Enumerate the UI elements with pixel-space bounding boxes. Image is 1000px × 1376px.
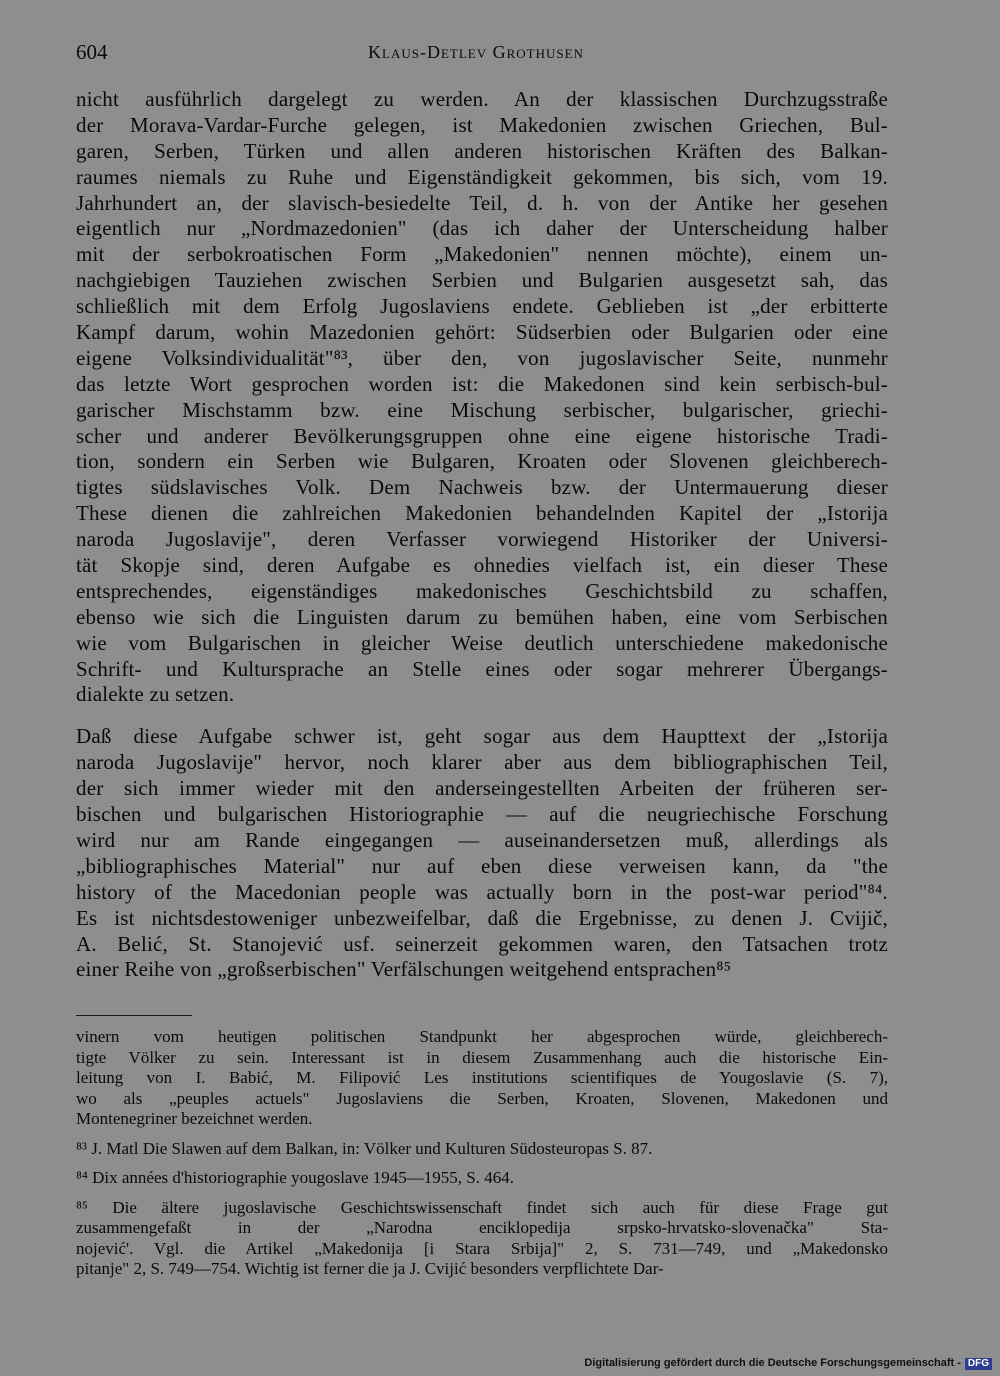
footnote-line: zusammengefaßt in der „Narodna enciklopedija srpsko-hrvatsko-slovenačka" Sta- bbox=[76, 1218, 888, 1237]
paragraph bbox=[76, 724, 888, 983]
text-line: „bibliographisches Material" nur auf eben diese verweisen kann, da "the bbox=[76, 853, 888, 878]
text-line: nicht ausführlich dargelegt zu werden. An der klassischen Durchzugsstraße bbox=[76, 87, 888, 111]
text-line: wird nur am Rande eingegangen — auseinandersetzen muß, allerdings als bbox=[76, 827, 888, 852]
text-line: Jahrhundert an, der slavisch-besiedelte Teil, d. h. von der Antike her gesehen bbox=[76, 190, 888, 215]
text-line: A. Belić, St. Stanojević usf. seinerzeit gekommen waren, den Tatsachen trotz bbox=[76, 931, 888, 956]
text-line: ebenso wie sich die Linguisten darum zu bemühen haben, eine vom Serbischen bbox=[76, 604, 888, 629]
text-line: naroda Jugoslavije", deren Verfasser vorwiegend Historiker der Universi- bbox=[76, 527, 888, 552]
text-line: der Morava-Vardar-Furche gelegen, ist Makedonien zwischen Griechen, Bul- bbox=[76, 112, 888, 137]
text-line: garischer Mischstamm bzw. eine Mischung serbischer, bulgarischer, griechi- bbox=[76, 397, 888, 422]
text-line: tät Skopje sind, deren Aufgabe es ohnedies vielfach ist, ein dieser These bbox=[76, 553, 888, 578]
text-line: These dienen die zahlreichen Makedonien behandelnden Kapitel der „Istorija bbox=[76, 501, 888, 526]
text-line: der sich immer wieder mit den anderseingestellten Arbeiten der früheren ser- bbox=[76, 776, 888, 801]
text-line: scher und anderer Bevölkerungsgruppen ohne eine eigene historische Tradi- bbox=[76, 423, 888, 448]
footnote-85 bbox=[76, 1198, 888, 1280]
text-line: garen, Serben, Türken und allen anderen historischen Kräften des Balkan- bbox=[76, 138, 888, 163]
text-line: mit der serbokroatischen Form „Makedonien" nennen möchte), einem un- bbox=[76, 242, 888, 267]
credit-text: Digitalisierung gefördert durch die Deutsche Forschungsgemeinschaft - bbox=[584, 1357, 961, 1369]
paragraph bbox=[76, 87, 888, 708]
footnote-line: ⁸⁵ Die ältere jugoslavische Geschichtswissenschaft findet sich auch für diese Frage gut bbox=[76, 1197, 888, 1217]
digitization-credit bbox=[584, 1357, 992, 1370]
page-number: 604 bbox=[76, 40, 108, 64]
text-line: tion, sondern ein Serben wie Bulgaren, Kroaten oder Slovenen gleichberech- bbox=[76, 449, 888, 474]
footnotes bbox=[76, 1027, 888, 1289]
footnote-line: Montenegriner bezeichnet werden. bbox=[76, 1109, 313, 1128]
text-line: history of the Macedonian people was actually born in the post-war period"⁸⁴. bbox=[76, 879, 888, 904]
text-line: Schrift- und Kultursprache an Stelle eines oder sogar mehrerer Übergangs- bbox=[76, 656, 888, 681]
body-text bbox=[76, 87, 888, 999]
text-line: nachgiebigen Tauziehen zwischen Serbien und Bulgarien ausgesetzt sah, das bbox=[76, 268, 888, 293]
text-line: wie vom Bulgarischen in gleicher Weise deutlich unterschiedene makedonische bbox=[76, 630, 888, 655]
text-line: dialekte zu setzen. bbox=[76, 682, 235, 707]
text-line: raumes niemals zu Ruhe und Eigenständigkeit gekommen, bis sich, vom 19. bbox=[76, 164, 888, 189]
text-line: tigtes südslavisches Volk. Dem Nachweis bzw. der Untermauerung dieser bbox=[76, 475, 888, 500]
footnote-83 bbox=[76, 1139, 888, 1160]
footnote-rule bbox=[76, 1015, 192, 1016]
footnote-line: vinern vom heutigen politischen Standpunkt her abgesprochen würde, gleichberech- bbox=[76, 1027, 888, 1046]
running-head: Klaus-Detlev Grothusen bbox=[368, 42, 584, 62]
text-line: das letzte Wort gesprochen worden ist: die Makedonen sind kein serbisch-bul- bbox=[76, 371, 888, 396]
text-line: Es ist nichtsdestoweniger unbezweifelbar, daß die Ergebnisse, zu denen J. Cvijič, bbox=[76, 905, 888, 930]
text-line: einer Reihe von „großserbischen" Verfälschungen weitgehend entsprachen⁸⁵ bbox=[76, 957, 732, 982]
text-line: Daß diese Aufgabe schwer ist, geht sogar aus dem Haupttext der „Istorija bbox=[76, 724, 888, 749]
text-line: entsprechendes, eigenständiges makedonisches Geschichtsbild zu schaffen, bbox=[76, 578, 888, 603]
page-header bbox=[76, 40, 888, 70]
footnote-84 bbox=[76, 1168, 888, 1189]
footnote-line: leitung von I. Babić, M. Filipović Les institutions scientifiques de Yougoslavie (S. 7), bbox=[76, 1068, 888, 1087]
text-line: Kampf darum, wohin Mazedonien gehört: Südserbien oder Bulgarien oder eine bbox=[76, 320, 888, 345]
footnote-line: ⁸³ J. Matl Die Slawen auf dem Balkan, in: Völker und Kulturen Südosteuropas S. 87. bbox=[76, 1138, 653, 1158]
footnote-line: pitanje" 2, S. 749—754. Wichtig ist ferner die ja J. Cvijić besonders verpflichtete Dar- bbox=[76, 1259, 664, 1278]
footnote-line: tigte Völker zu sein. Interessant ist in diesem Zusammenhang auch die historische Ein- bbox=[76, 1047, 888, 1067]
footnote-line: nojević'. Vgl. die Artikel „Makedonija [i Stara Srbija]" 2, S. 731—749, und „Makedonsko bbox=[76, 1238, 888, 1258]
text-line: schließlich mit dem Erfolg Jugoslaviens endete. Geblieben ist „der erbitterte bbox=[76, 294, 888, 319]
text-line: naroda Jugoslavije" hervor, noch klarer aber aus dem bibliographischen Teil, bbox=[76, 750, 888, 775]
text-line: bischen und bulgarischen Historiographie — auf die neugriechische Forschung bbox=[76, 802, 888, 827]
footnote-line: ⁸⁴ Dix années d'historiographie yougoslave 1945—1955, S. 464. bbox=[76, 1168, 514, 1187]
footnote-continuation bbox=[76, 1027, 888, 1130]
dfg-logo: DFG bbox=[965, 1358, 992, 1370]
text-line: eigentlich nur „Nordmazedonien" (das ich daher der Unterscheidung halber bbox=[76, 216, 888, 241]
footnote-line: wo als „peuples actuels" Jugoslaviens die Serben, Kroaten, Slovenen, Makedonen und bbox=[76, 1088, 888, 1108]
text-line: eigene Volksindividualität"⁸³, über den, von jugoslavischer Seite, nunmehr bbox=[76, 345, 888, 370]
